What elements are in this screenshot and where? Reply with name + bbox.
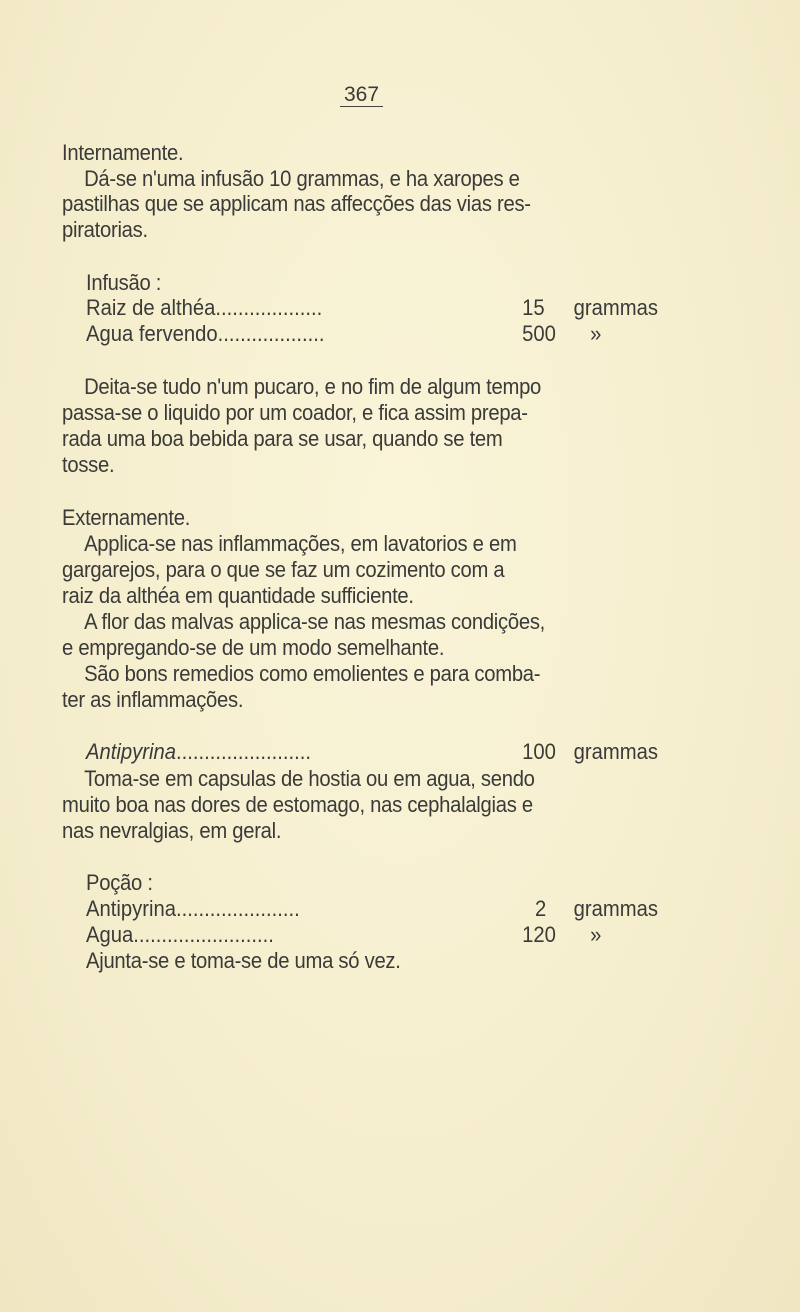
paragraph-line: muito boa nas dores de estomago, nas cephalalgias e	[62, 792, 533, 817]
ingredient-name: Antipyrina	[86, 896, 177, 921]
paragraph-line: raiz da althéa em quantidade sufficiente.	[62, 583, 414, 608]
ingredient-unit: grammas	[573, 896, 658, 921]
ingredient-name: Agua fervendo	[86, 321, 218, 346]
ingredient-row	[86, 896, 675, 922]
ingredient-unit: grammas	[573, 739, 658, 764]
heading-externamente: Externamente.	[62, 505, 191, 530]
paragraph-line: e empregando-se de um modo semelhante.	[62, 635, 445, 660]
paragraph-line: Deita-se tudo n'um pucaro, e no fim de algum tempo	[84, 374, 542, 399]
paragraph-line: nas nevralgias, em geral.	[62, 818, 282, 843]
paragraph-line: São bons remedios como emolientes e para comba-	[84, 661, 541, 686]
leader-dots: ........................	[176, 739, 311, 764]
ingredient-name: Antipyrina	[86, 739, 177, 764]
ingredient-qty: 2	[534, 896, 547, 921]
leader-dots: .........................	[133, 922, 274, 947]
leader-dots: ......................	[176, 896, 300, 921]
ingredient-unit: »	[590, 922, 602, 947]
paragraph-line: Toma-se em capsulas de hostia ou em agua, sendo	[84, 766, 535, 791]
closing-line: Ajunta-se e toma-se de uma só vez.	[86, 948, 401, 973]
ingredient-name: Raiz de althéa	[86, 295, 216, 320]
ingredient-name: Agua	[86, 922, 134, 947]
ingredient-qty: 15	[522, 295, 545, 320]
paragraph-line: pastilhas que se applicam nas affecções das vias res-	[62, 191, 531, 216]
paragraph-line: Dá-se n'uma infusão 10 grammas, e ha xaropes e	[84, 166, 520, 191]
page-number: 367	[340, 84, 383, 107]
paragraph-line: A flor das malvas applica-se nas mesmas condições,	[84, 609, 546, 634]
paragraph-line: rada uma boa bebida para se usar, quando se tem	[62, 426, 503, 451]
paragraph-line: ter as inflammações.	[62, 687, 244, 712]
ingredient-qty: 100	[522, 739, 556, 764]
ingredient-row	[86, 922, 675, 948]
ingredient-unit: »	[590, 321, 602, 346]
paragraph-line: tosse.	[62, 452, 115, 477]
ingredient-row	[86, 295, 675, 321]
ingredient-row	[86, 321, 675, 347]
leader-dots: ...................	[215, 295, 323, 320]
heading-internamente: Internamente.	[62, 140, 184, 165]
paragraph-line: piratorias.	[62, 217, 148, 242]
ingredient-qty: 500	[522, 321, 556, 346]
leader-dots: ...................	[217, 321, 325, 346]
infusao-label: Infusão :	[86, 270, 162, 295]
pocao-label: Poção :	[86, 870, 153, 895]
paragraph-line: passa-se o liquido por um coador, e fica assim prepa-	[62, 400, 528, 425]
paragraph-line: Applica-se nas inflammações, em lavatorios e em	[84, 531, 517, 556]
paragraph-line: gargarejos, para o que se faz um cozimento com a	[62, 557, 505, 582]
ingredient-qty: 120	[522, 922, 556, 947]
ingredient-row	[86, 739, 675, 765]
ingredient-unit: grammas	[573, 295, 658, 320]
